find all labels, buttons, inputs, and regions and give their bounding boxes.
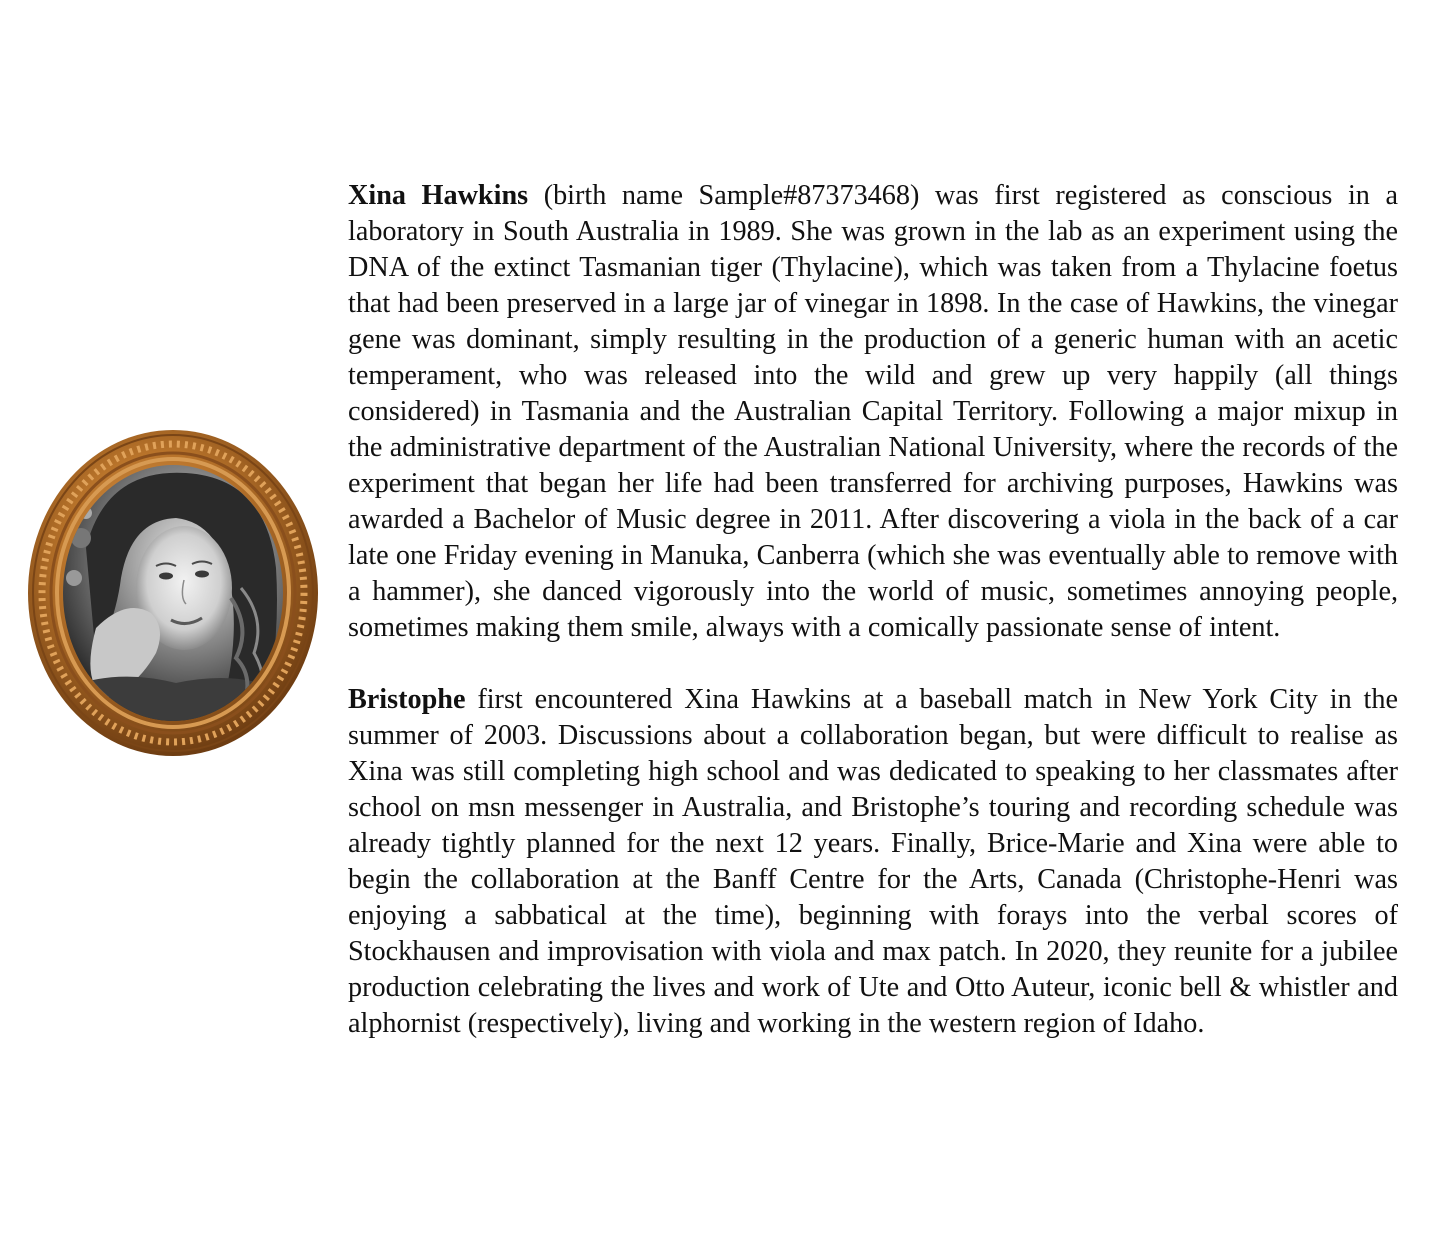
bio-name-bristophe: Bristophe (348, 684, 466, 715)
bio-paragraph-bristophe (348, 682, 1398, 1042)
bio-text-xina: (birth name Sample#87373468) was first registered as conscious in a laboratory in South Australia in 1989. She was grown in the lab as an experiment using the DNA of the extinct Tasmanian tiger (Thylacine), which was taken from a Thylacine foetus that had been preserved in a large jar of vinegar in 1898. In the case of Hawkins, the vinegar gene was dominant, simply resulting in the production of a generic human with an acetic temperament, who was released into the wild and grew up very happily (all things considered) in Tasmania and the Australian Capital Territory. Following a major mixup in the administrative department of the Australian National University, where the records of the experiment that began her life had been transferred for archiving purposes, Hawkins was awarded a Bachelor of Music degree in 2011. After discovering a viola in the back of a car late one Friday evening in Manuka, Canberra (which she was eventually able to remove with a hammer), she danced vigorously into the world of music, sometimes annoying people, sometimes making them smile, always with a comically passionate sense of intent. (348, 180, 1398, 643)
bio-name-xina: Xina Hawkins (348, 180, 529, 211)
framed-portrait (26, 428, 320, 758)
bio-paragraph-xina (348, 178, 1398, 646)
bio-text-bristophe: first encountered Xina Hawkins at a baseball match in New York City in the summer of 2003. Discussions about a collaboration began, but were difficult to realise as Xina was still completing high school and was dedicated to speaking to her classmates after school on msn messenger in Australia, and Bristophe’s touring and recording schedule was already tightly planned for the next 12 years. Finally, Brice-Marie and Xina were able to begin the collaboration at the Banff Centre for the Arts, Canada (Christophe-Henri was enjoying a sabbatical at the time), beginning with forays into the verbal scores of Stockhausen and improvisation with viola and max patch. In 2020, they reunite for a jubilee production celebrating the lives and work of Ute and Otto Auteur, iconic bell & whistler and alphornist (respectively), living and working in the western region of Idaho. (348, 684, 1398, 1039)
portrait-photo-icon (26, 428, 320, 758)
bio-text-column (348, 178, 1398, 1078)
